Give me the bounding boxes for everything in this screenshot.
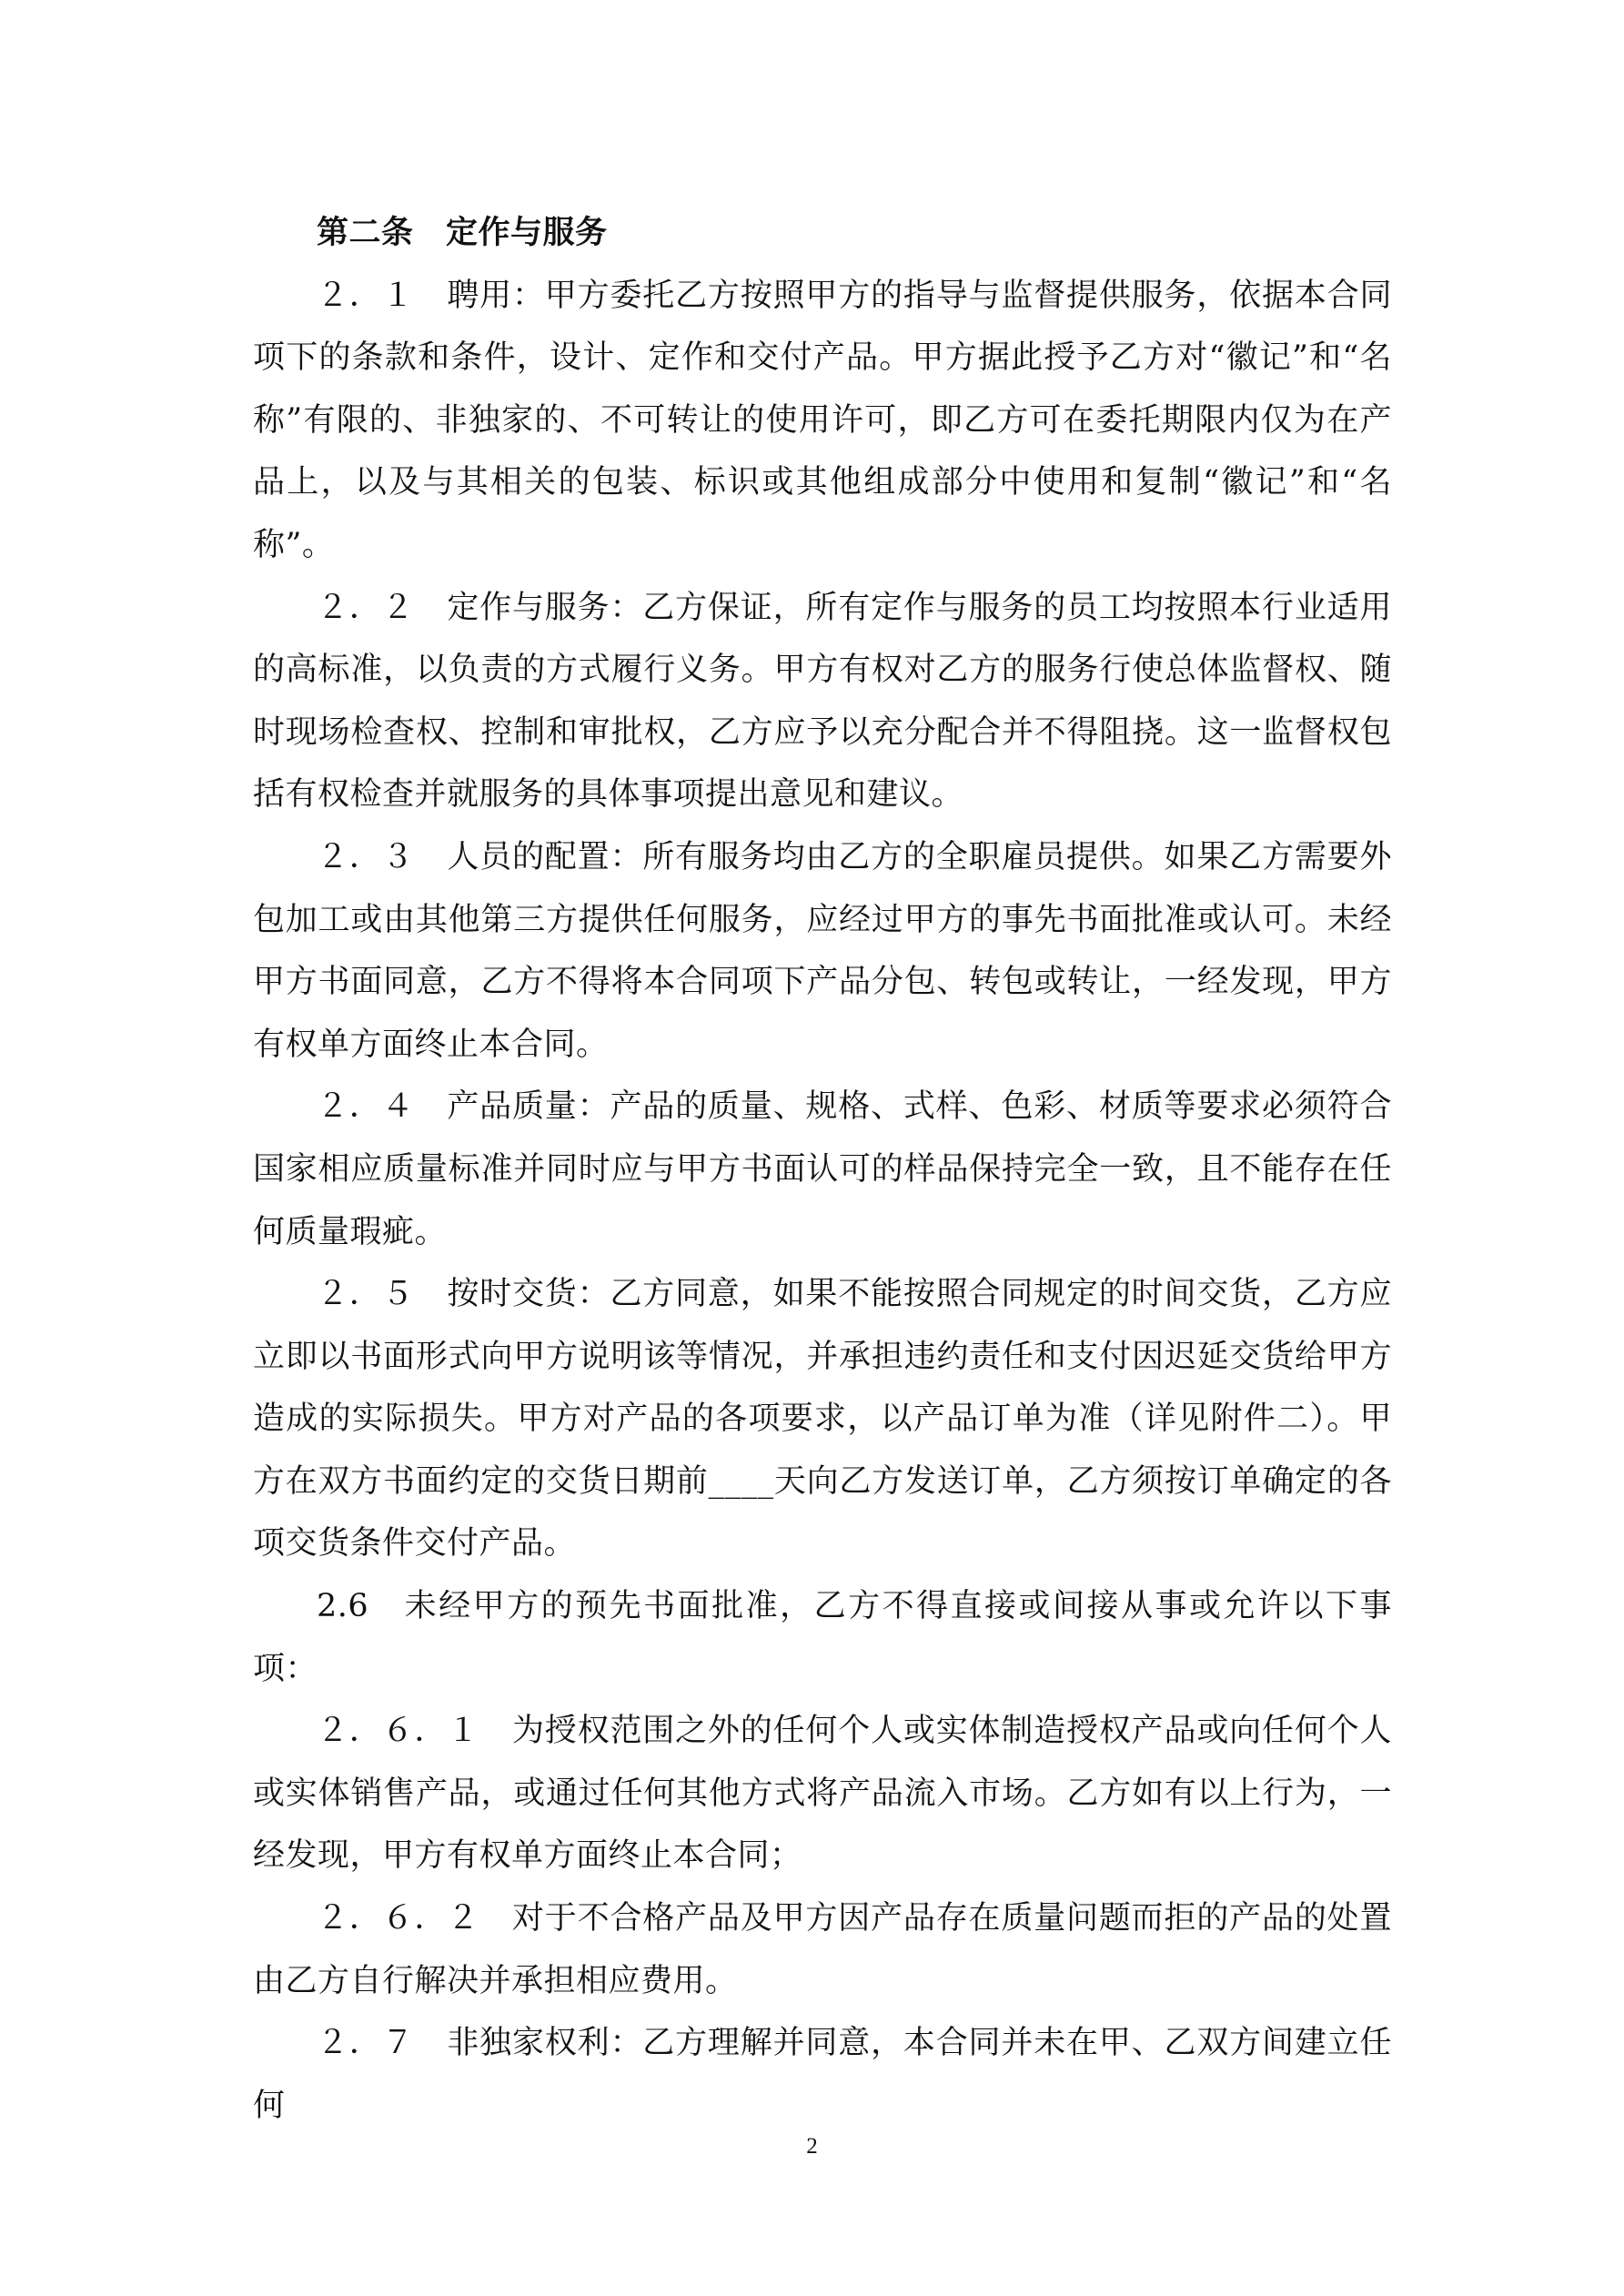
clause-2-5 <box>253 1263 1392 1575</box>
clause-2-6 <box>253 1575 1392 1700</box>
clause-2-3 <box>253 826 1392 1076</box>
clause-2-1 <box>253 265 1392 577</box>
clause-2-6-2 <box>253 1887 1392 2012</box>
clause-text: 为授权范围之外的任何个人或实体制造授权产品或向任何个人或实体销售产品，或通过任何其他方式将产品流入市场。乙方如有以上行为，一经发现，甲方有权单方面终止本合同； <box>253 1713 1392 1875</box>
clause-number: ２．１ <box>317 277 448 314</box>
clause-text: 按时交货：乙方同意，如果不能按照合同规定的时间交货，乙方应立即以书面形式向甲方说明该等情况，并承担违约责任和支付因迟延交货给甲方造成的实际损失。甲方对产品的各项要求，以产品订单为准（详见附件二）。甲方在双方书面约定的交货日期前____天向乙方发送订单，乙方须按订单确定的各项交货条件交付产品。 <box>253 1276 1392 1563</box>
clause-number: ２．２ <box>317 589 448 626</box>
clause-number: ２．６．１ <box>317 1713 512 1750</box>
clause-text: 人员的配置：所有服务均由乙方的全职雇员提供。如果乙方需要外包加工或由其他第三方提供任何服务，应经过甲方的事先书面批准或认可。未经甲方书面同意，乙方不得将本合同项下产品分包、转包或转让，一经发现，甲方有权单方面终止本合同。 <box>253 838 1392 1063</box>
clause-number: ２．４ <box>317 1088 448 1126</box>
clause-2-2 <box>253 577 1392 826</box>
contract-body <box>253 202 1392 2137</box>
clause-text: 定作与服务：乙方保证，所有定作与服务的员工均按照本行业适用的高标准，以负责的方式履行义务。甲方有权对乙方的服务行使总体监督权、随时现场检查权、控制和审批权，乙方应予以充分配合并不得阻挠。这一监督权包括有权检查并就服务的具体事项提出意见和建议。 <box>253 589 1392 814</box>
clause-text: 未经甲方的预先书面批准，乙方不得直接或间接从事或允许以下事项： <box>253 1588 1392 1687</box>
clause-number: ２．７ <box>317 2025 448 2062</box>
clause-number: ２．６．２ <box>317 1900 512 1937</box>
clause-number: ２．５ <box>317 1276 448 1313</box>
clause-text: 产品质量：产品的质量、规格、式样、色彩、材质等要求必须符合国家相应质量标准并同时应与甲方书面认可的样品保持完全一致，且不能存在任何质量瑕疵。 <box>253 1088 1392 1250</box>
page-number: 2 <box>806 2134 818 2159</box>
article-heading: 第二条 定作与服务 <box>317 215 608 251</box>
clause-2-4 <box>253 1076 1392 1263</box>
clause-number: ２．３ <box>317 838 448 875</box>
clause-2-6-1 <box>253 1700 1392 1887</box>
clause-2-7 <box>253 2012 1392 2137</box>
clause-text: 非独家权利：乙方理解并同意，本合同并未在甲、乙双方间建立任何 <box>253 2025 1392 2124</box>
clause-text: 对于不合格产品及甲方因产品存在质量问题而拒的产品的处置由乙方自行解决并承担相应费用。 <box>253 1900 1392 1999</box>
clause-text: 聘用：甲方委托乙方按照甲方的指导与监督提供服务，依据本合同项下的条款和条件，设计、定作和交付产品。甲方据此授予乙方对“徽记”和“名称”有限的、非独家的、不可转让的使用许可，即乙方可在委托期限内仅为在产品上，以及与其相关的包装、标识或其他组成部分中使用和复制“徽记”和“名称”。 <box>253 277 1392 563</box>
clause-number: 2.6 <box>317 1588 405 1625</box>
